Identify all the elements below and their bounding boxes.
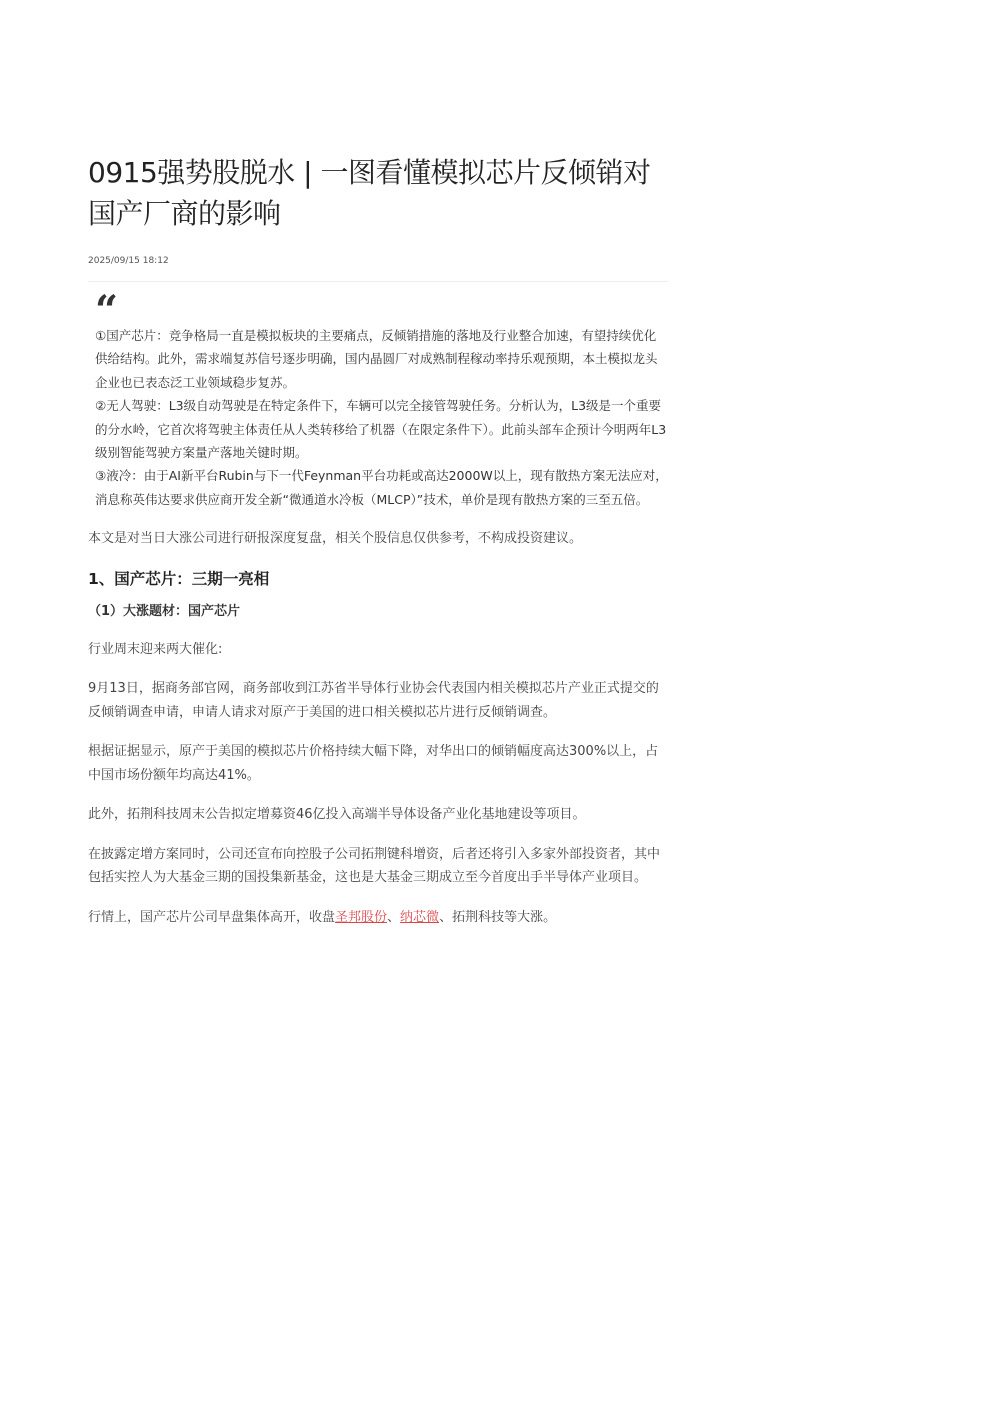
publish-date: 2025/09/15 18:12 [88,256,169,266]
article [88,152,668,929]
title-divider [88,281,668,282]
body-paragraph: 在披露定增方案同时，公司还宣布向控股子公司拓荆键科增资，后者还将引入多家外部投资者，其中包括实控人为大基金三期的国投集新基金，这也是大基金三期成立至今首度出手半导体产业项目。 [88,846,661,886]
disclaimer-intro: 本文是对当日大涨公司进行研报深度复盘，相关个股信息仅供参考，不构成投资建议。 [88,531,583,547]
market-text-prefix: 行情上，国产芯片公司早盘集体高开，收盘 [88,909,336,925]
summary-quote [88,287,668,511]
separator: 、 [387,909,401,925]
quote-paragraph-liquid-cooling: ③液冷：由于AI新平台Rubin与下一代Feynman平台功耗或高达2000W以上，现有散热方案无法应对，消息称英伟达要求供应商开发全新“微通道水冷板（MLCP）”技术，单价是现有散热方案的三至五倍。 [95,468,668,507]
body-paragraph: 此外，拓荆科技周末公告拟定增募资46亿投入高端半导体设备产业化基地建设等项目。 [88,807,586,823]
body-paragraph: 根据证据显示，原产于美国的模拟芯片价格持续大幅下降，对华出口的倾销幅度高达300%以上，占中国市场份额年均高达41%。 [88,744,659,783]
quote-mark-icon: “ [95,287,113,334]
section-heading: 1、国产芯片：三期一亮相 [88,569,270,588]
section-subheading: （1）大涨题材：国产芯片 [88,603,241,619]
quote-paragraph-autonomous: ②无人驾驶：L3级自动驾驶是在特定条件下，车辆可以完全接管驾驶任务。分析认为，L3级是一个重要的分水岭，它首次将驾驶主体责任从人类转移给了机器（在限定条件下）。此前头部车企预计今明两年L3级别智能驾驶方案量产落地关键时期。 [95,398,667,461]
stock-link-naxinwei[interactable]: 纳芯微 [400,909,440,925]
market-paragraph [88,906,668,930]
article-title: 0915强势股脱水 | 一图看懂模拟芯片反倾销对国产厂商的影响 [88,156,651,230]
body-paragraph: 9月13日，据商务部官网，商务部收到江苏省半导体行业协会代表国内相关模拟芯片产业正式提交的反倾销调查申请，申请人请求对原产于美国的进口相关模拟芯片进行反倾销调查。 [88,681,659,720]
body-paragraph: 行业周末迎来两大催化: [88,641,223,657]
stock-link-shengbang[interactable]: 圣邦股份 [335,909,388,925]
market-text-suffix: 、拓荆科技等大涨。 [439,909,557,925]
quote-text [95,324,668,511]
quote-paragraph-chips: ①国产芯片：竞争格局一直是模拟板块的主要痛点，反倾销措施的落地及行业整合加速，有望持续优化供给结构。此外，需求端复苏信号逐步明确，国内晶圆厂对成熟制程稼动率持乐观预期，本土模拟龙头企业也已表态泛工业领域稳步复苏。 [95,328,658,390]
